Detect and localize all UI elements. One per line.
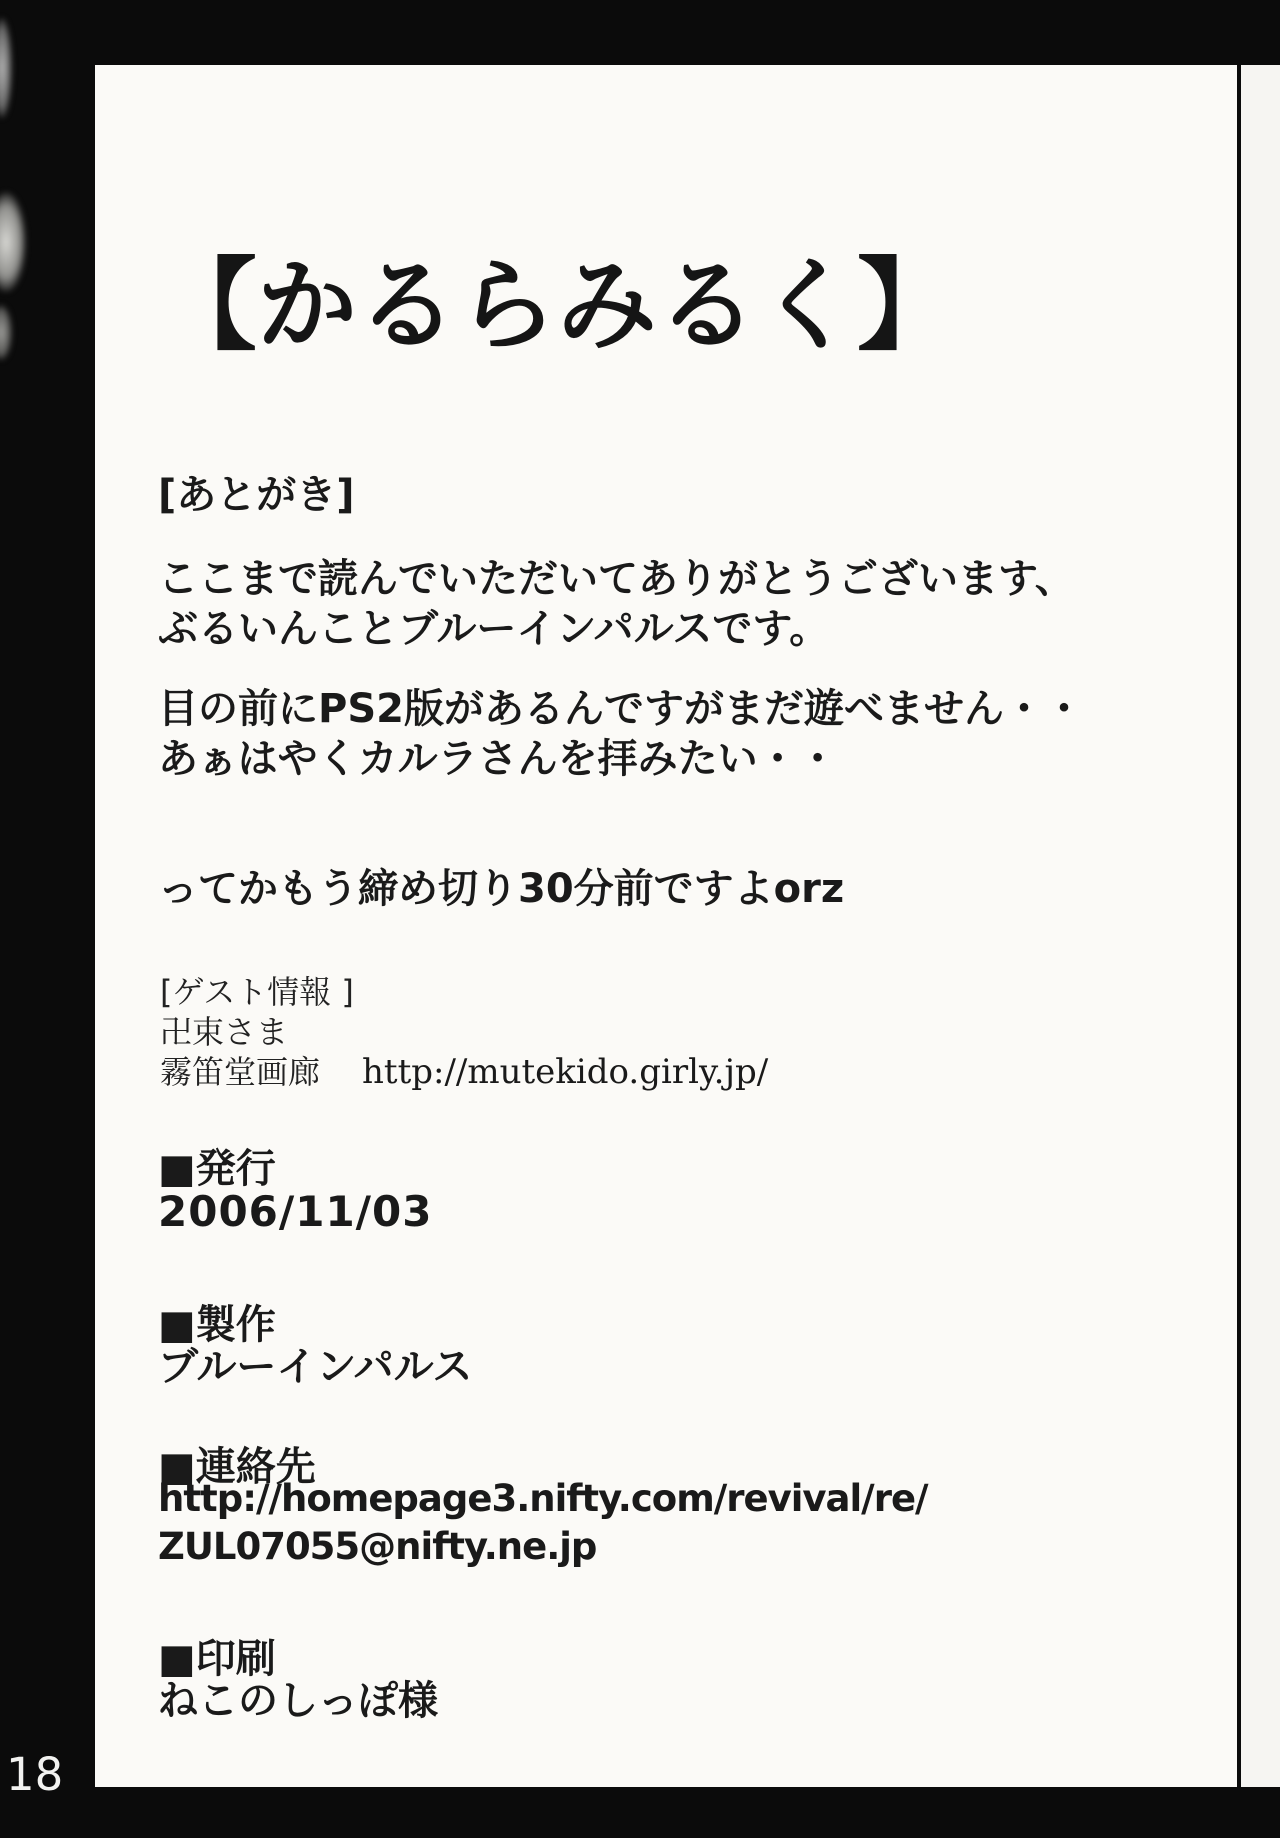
printing-name: ねこのしっぽ様 (158, 1678, 438, 1724)
production-heading: ■製作 (158, 1302, 276, 1348)
contact-email: ZUL07055@nifty.ne.jp (158, 1525, 597, 1568)
document-page (95, 65, 1237, 1787)
spine-smudge-top (0, 18, 12, 118)
deadline-line: ってかもう締め切り30分前ですよorz (158, 866, 845, 912)
afterword-heading: [あとがき] (158, 472, 355, 518)
ps2-paragraph-line1: 目の前にPS2版があるんですがまだ遊べません・・ (158, 686, 1084, 732)
guest-name: 卍束さま (160, 1013, 289, 1051)
adjacent-page-sliver (1241, 65, 1280, 1787)
contact-heading: ■連絡先 (158, 1444, 316, 1490)
thanks-paragraph-line1: ここまで読んでいただいてありがとうございます、 (158, 556, 1075, 602)
doujin-title: 【かるらみるく】 (157, 247, 957, 364)
spine-smudge-crescent (0, 192, 26, 292)
page-number: 18 (6, 1748, 64, 1801)
contact-url: http://homepage3.nifty.com/revival/re/ (158, 1477, 928, 1520)
guest-gallery-url: http://mutekido.girly.jp/ (362, 1052, 769, 1092)
printing-heading: ■印刷 (158, 1636, 276, 1682)
guest-gallery-line (160, 1047, 768, 1093)
spine-smudge-lower (0, 305, 12, 360)
guest-gallery-name: 霧笛堂画廊 (160, 1053, 321, 1091)
thanks-paragraph-line2: ぶるいんことブルーインパルスです。 (158, 606, 830, 652)
publication-date: 2006/11/03 (158, 1187, 433, 1236)
ps2-paragraph-line2: あぁはやくカルラさんを拝みたい・・ (158, 736, 838, 782)
production-name: ブルーインパルス (158, 1344, 473, 1390)
publication-heading: ■発行 (158, 1146, 276, 1192)
guest-info-heading: [ゲスト情報 ] (160, 973, 354, 1011)
